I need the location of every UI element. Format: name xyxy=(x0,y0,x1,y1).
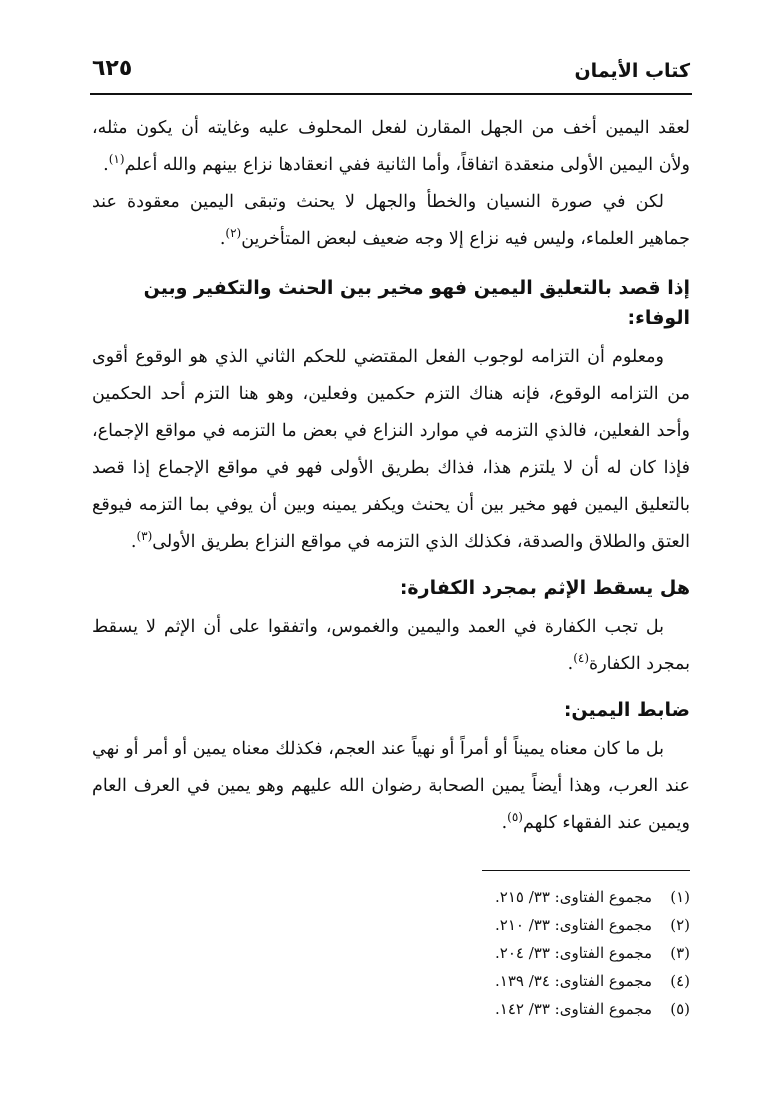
footnote-number: (٢) xyxy=(670,916,690,934)
running-head xyxy=(92,44,690,82)
footnotes-list xyxy=(92,883,690,1023)
footnote-number: (٣) xyxy=(670,944,690,962)
section-heading-1: إذا قصد بالتعليق اليمين فهو مخير بين الحنث والتكفير وبين الوفاء: xyxy=(143,277,690,329)
book-page xyxy=(92,44,690,1023)
footnote-text: مجموع الفتاوى: ٣٣/ ١٤٢. xyxy=(495,1000,652,1018)
paragraph-4 xyxy=(92,609,690,683)
end-mark: . xyxy=(219,229,226,249)
paragraph-5 xyxy=(92,731,690,842)
footnote-text: مجموع الفتاوى: ٣٣/ ٢١٠. xyxy=(495,916,652,934)
footnote-item xyxy=(92,939,690,967)
paragraph-2 xyxy=(92,184,690,258)
footnote-separator xyxy=(482,870,690,871)
paragraph-1 xyxy=(92,110,690,184)
section-heading-3: ضابط اليمين: xyxy=(563,699,690,721)
end-mark: . xyxy=(501,813,508,833)
end-mark: . xyxy=(103,155,109,175)
footnote-text: مجموع الفتاوى: ٣٣/ ٢٠٤. xyxy=(495,944,652,962)
footnote-ref-4: (٤) xyxy=(573,651,590,666)
section-heading-2: هل يسقط الإثم بمجرد الكفارة: xyxy=(399,577,690,599)
footnote-number: (١) xyxy=(670,888,690,906)
footnote-number: (٤) xyxy=(670,972,690,990)
paragraph-5-text: بل ما كان معناه يميناً أو أمراً أو نهياً عند العجم، فكذلك معناه يمين أو أمر أو نهي عند العرب، وهذا أيضاً يمين الصحابة رضوان الله عليهم وهو يمين في العرف العام ويمين عند الفقهاء كلهم xyxy=(92,739,690,833)
footnote-text: مجموع الفتاوى: ٣٤/ ١٣٩. xyxy=(495,972,652,990)
paragraph-1-text: لعقد اليمين أخف من الجهل المقارن لفعل المحلوف عليه وغايته أن يكون مثله، ولأن اليمين الأولى منعقدة اتفاقاً، وأما الثانية ففي انعقادها نزاع بينهم والله أعلم xyxy=(92,118,690,175)
footnote-item xyxy=(92,967,690,995)
footnote-ref-2: (٢) xyxy=(225,226,242,241)
footnote-ref-1: (١) xyxy=(108,152,125,167)
footnote-item xyxy=(92,995,690,1023)
footnote-ref-5: (٥) xyxy=(507,810,523,825)
paragraph-3-text: ومعلوم أن التزامه لوجوب الفعل المقتضي للحكم الثاني الذي هو الوقوع أقوى من التزامه الوقوع، فإنه هناك التزم حكمين وفعلين، وهو هنا التزم أحد الحكمين وأحد الفعلين، فالذي التزمه في موارد النزاع في بعض ما التزمه في مواقع الإجماع، فإذا كان له أن لا يلتزم هذا، فذاك بطريق الأولى فهو في مواقع الإجماع إذا قصد بالتعليق اليمين فهو مخير بين أن يحنث ويكفر يمينه وبين أن يوفي بما التزمه فيوقع العتق والطلاق والصدقة، فكذلك الذي التزمه في مواقع النزاع بطريق الأولى xyxy=(92,347,690,552)
paragraph-2-text: لكن في صورة النسيان والخطأ والجهل لا يحنث وتبقى اليمين معقودة عند جماهير العلماء، وليس فيه نزاع إلا وجه ضعيف لبعض المتأخرين xyxy=(92,192,690,249)
end-mark: . xyxy=(130,532,137,552)
footnote-number: (٥) xyxy=(670,1000,690,1018)
footnote-item xyxy=(92,883,690,911)
end-mark: . xyxy=(567,654,574,674)
page-number: ٦٢٥ xyxy=(92,56,133,81)
book-title: كتاب الأيمان xyxy=(574,60,690,82)
page-body xyxy=(92,110,690,1023)
footnote-item xyxy=(92,911,690,939)
paragraph-4-text: بل تجب الكفارة في العمد واليمين والغموس، واتفقوا على أن الإثم لا يسقط بمجرد الكفارة xyxy=(92,617,690,674)
footnote-text: مجموع الفتاوى: ٣٣/ ٢١٥. xyxy=(495,888,652,906)
paragraph-3 xyxy=(92,339,690,561)
header-rule xyxy=(90,93,692,95)
footnote-ref-3: (٣) xyxy=(136,529,153,544)
